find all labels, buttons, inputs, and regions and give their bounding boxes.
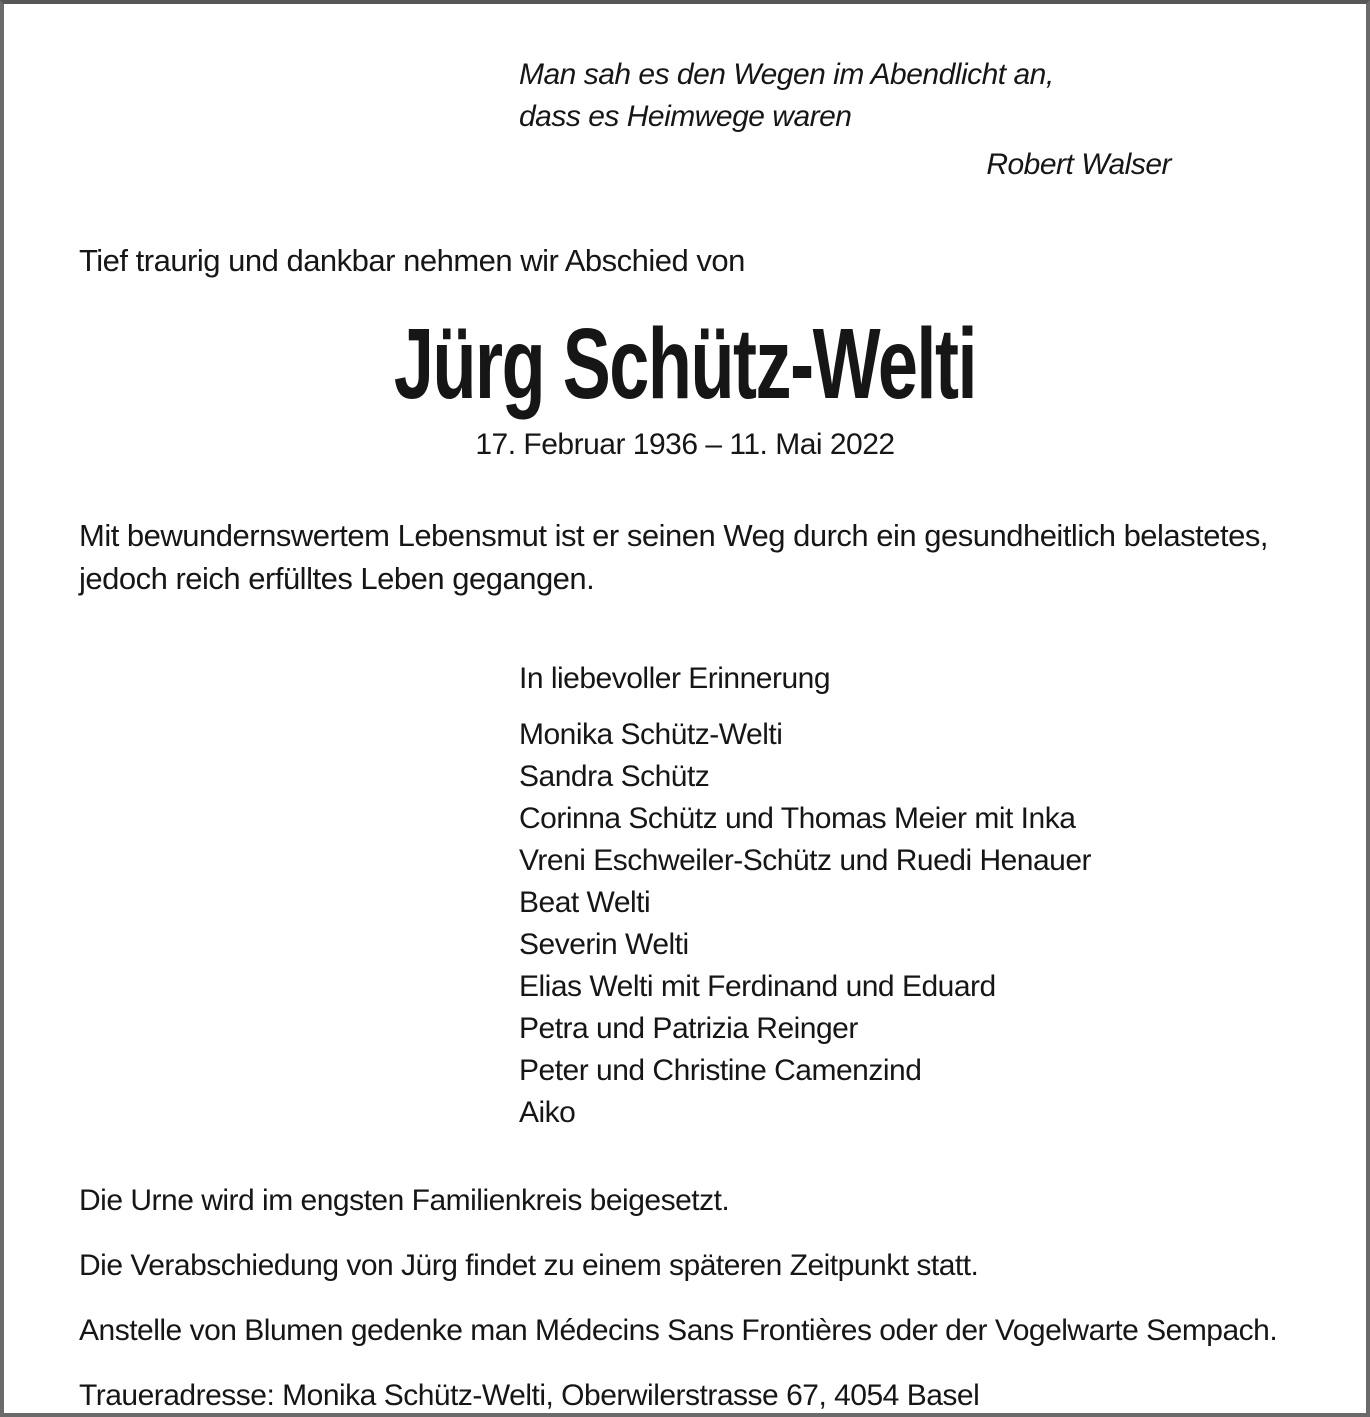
memorial-quote xyxy=(519,54,1171,186)
mourner-name: Vreni Eschweiler-Schütz und Ruedi Henauer xyxy=(519,844,1092,877)
note-urn: Die Urne wird im engsten Familienkreis beigesetzt. xyxy=(79,1184,730,1217)
mourner-name: Aiko xyxy=(519,1096,576,1129)
mourner-name: Sandra Schütz xyxy=(519,760,710,793)
quote-line-1: Man sah es den Wegen im Abendlicht an, xyxy=(519,58,1054,91)
remembrance-heading: In liebevoller Erinnerung xyxy=(519,662,831,695)
deceased-name: Jürg Schütz-Welti xyxy=(393,308,977,420)
mourner-name: Elias Welti mit Ferdinand und Eduard xyxy=(519,970,996,1003)
farewell-intro: Tief traurig und dankbar nehmen wir Abschied von xyxy=(79,243,745,278)
mourner-name: Corinna Schütz und Thomas Meier mit Inka xyxy=(519,802,1076,835)
note-donations: Anstelle von Blumen gedenke man Médecins Sans Frontières oder der Vogelwarte Sempach. xyxy=(79,1314,1278,1347)
quote-line-2: dass es Heimwege waren xyxy=(519,100,852,133)
deceased-dates: 17. Februar 1936 – 11. Mai 2022 xyxy=(475,428,895,461)
closing-notes xyxy=(79,1180,1291,1417)
mourner-name: Petra und Patrizia Reinger xyxy=(519,1012,858,1045)
mourner-name: Monika Schütz-Welti xyxy=(519,718,783,751)
death-notice-content xyxy=(4,4,1366,1417)
quote-attribution: Robert Walser xyxy=(986,148,1171,181)
mourner-name: Beat Welti xyxy=(519,886,651,919)
mourner-name: Peter und Christine Camenzind xyxy=(519,1054,922,1087)
mourners-list xyxy=(519,714,1291,1134)
obituary-paragraph: Mit bewundernswertem Lebensmut ist er seinen Weg durch ein gesundheitlich belastetes, jedoch reich erfülltes Leben gegangen. xyxy=(79,518,1268,596)
mourner-name: Severin Welti xyxy=(519,928,689,961)
note-mourning-address: Traueradresse: Monika Schütz-Welti, Oberwilerstrasse 67, 4054 Basel xyxy=(79,1379,980,1412)
note-farewell-ceremony: Die Verabschiedung von Jürg findet zu einem späteren Zeitpunkt statt. xyxy=(79,1249,979,1282)
